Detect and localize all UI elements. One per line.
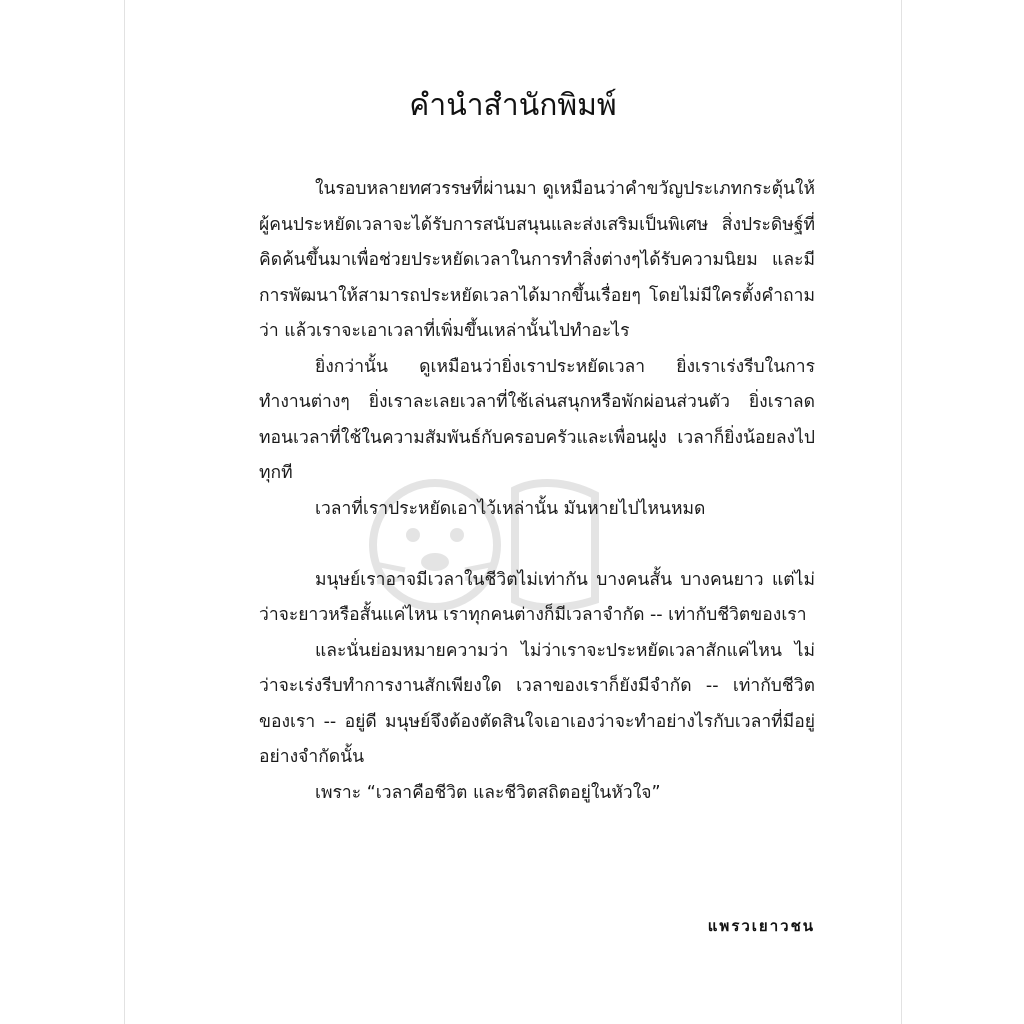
preface-paragraph: ในรอบหลายทศวรรษที่ผ่านมา ดูเหมือนว่าคำขวัญประเภทกระตุ้นให้ผู้คนประหยัดเวลาจะได้รับการสนับสนุนและส่งเสริมเป็นพิเศษ สิ่งประดิษฐ์ที่คิดค้นขึ้นมาเพื่อช่วยประหยัดเวลาในการทำสิ่งต่างๆได้รับความนิยม และมีการพัฒนาให้สามารถประหยัดเวลาได้มากขึ้นเรื่อยๆ โดยไม่มีใครตั้งคำถามว่า แล้วเราจะเอาเวลาที่เพิ่มขึ้นเหล่านั้นไปทำอะไร [259,179,815,341]
preface-paragraph: เวลาที่เราประหยัดเอาไว้เหล่านั้น มันหายไปไหนหมด [315,498,706,519]
preface-paragraph: ยิ่งกว่านั้น ดูเหมือนว่ายิ่งเราประหยัดเวลา ยิ่งเราเร่งรีบในการทำงานต่างๆ ยิ่งเราละเลยเวลาที่ใช้เล่นสนุกหรือพักผ่อนส่วนตัว ยิ่งเราลดทอนเวลาที่ใช้ในความสัมพันธ์กับครอบครัวและเพื่อนฝูง เวลาก็ยิ่งน้อยลงไปทุกที [259,356,815,483]
paragraph-gap [259,527,815,563]
preface-paragraph: เพราะ “เวลาคือชีวิต และชีวิตสถิตอยู่ในหัวใจ” [315,782,661,803]
publisher-signature: แพรวเยาวชน [707,917,815,935]
page-title: คำนำสำนักพิมพ์ [409,88,617,123]
preface-body [259,172,815,811]
preface-paragraph: และนั่นย่อมหมายความว่า ไม่ว่าเราจะประหยัดเวลาสักแค่ไหน ไม่ว่าจะเร่งรีบทำการงานสักเพียงใด เวลาของเราก็ยังมีจำกัด -- เท่ากับชีวิตของเรา -- อยู่ดี มนุษย์จึงต้องตัดสินใจเอาเองว่าจะทำอย่างไรกับเวลาที่มีอยู่อย่างจำกัดนั้น [259,640,815,767]
preface-paragraph: มนุษย์เราอาจมีเวลาในชีวิตไม่เท่ากัน บางคนสั้น บางคนยาว แต่ไม่ว่าจะยาวหรือสั้นแค่ไหน เราทุกคนต่างก็มีเวลาจำกัด -- เท่ากับชีวิตของเรา [259,569,815,625]
document-page [124,0,902,1024]
